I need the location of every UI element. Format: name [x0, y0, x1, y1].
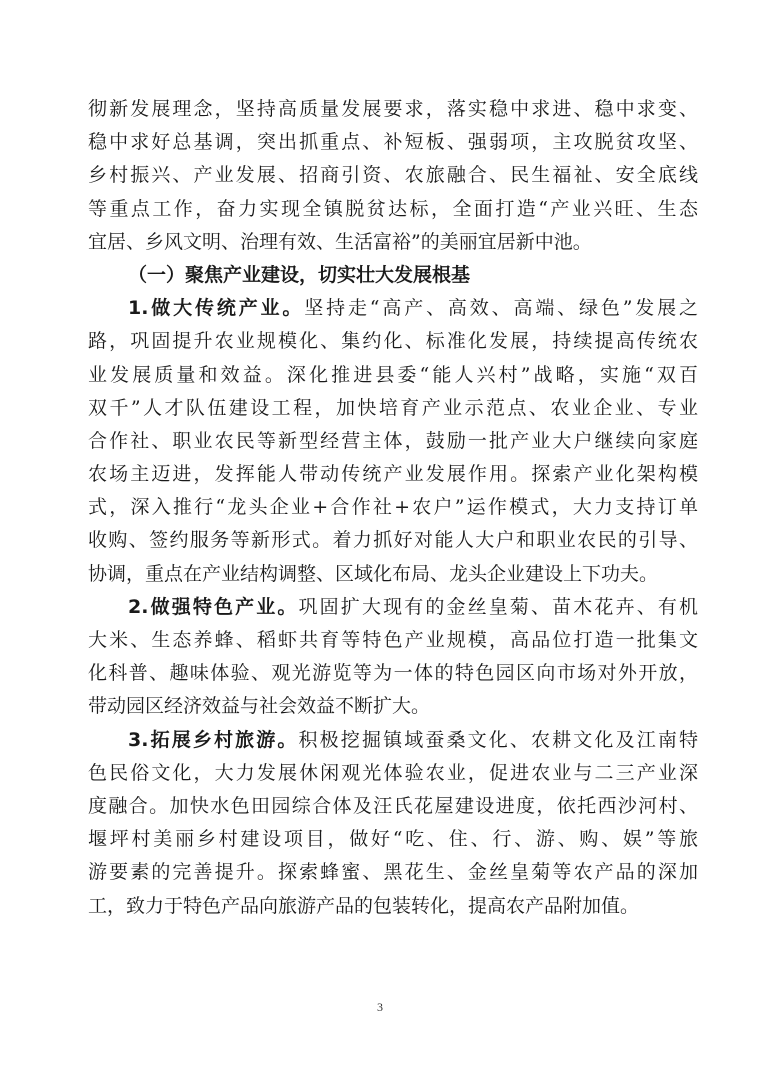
paragraph-line: 乡村振兴、产业发展、招商引资、农旅融合、民生福祉、安全底线	[88, 164, 698, 187]
paragraph-line: 工，致力于特色产品向旅游产品的包装转化，提高农产品附加值。	[88, 894, 640, 917]
paragraph-line: 路，巩固提升农业规模化、集约化、标准化发展，持续提高传统农	[88, 330, 698, 353]
paragraph-line: 宜居、乡风文明、治理有效、生活富裕”的美丽宜居新中池。	[88, 230, 592, 253]
item-1-first-line	[88, 292, 698, 325]
item-3-first-line	[88, 724, 698, 757]
item-3-first-text: 积极挖掘镇域蚕桑文化、农耕文化及江南特	[298, 728, 698, 751]
paragraph-line: 收购、签约服务等新形式。着力抓好对能人大户和职业农民的引导、	[88, 529, 698, 552]
paragraph-line: 大米、生态养蜂、稻虾共育等特色产业规模，高品位打造一批集文	[88, 629, 698, 651]
paragraph-line: 农场主迈进，发挥能人带动传统产业发展作用。探索产业化架构模	[88, 463, 698, 486]
item-1-lead: 1.做大传统产业。	[128, 297, 305, 320]
paragraph-line: 协调，重点在产业结构调整、区域化布局、龙头企业建设上下功夫。	[88, 562, 659, 585]
paragraph-line: 游要素的完善提升。探索蜂蜜、黑花生、金丝皇菊等农产品的深加	[88, 861, 698, 884]
paragraph-line: 业发展质量和效益。深化推进县委“能人兴村”战略，实施“双百	[88, 363, 698, 386]
section-heading: （一）聚焦产业建设，切实壮大发展根基	[128, 263, 471, 286]
paragraph-line: 合作社、职业农民等新型经营主体，鼓励一批产业大户继续向家庭	[88, 429, 698, 452]
paragraph-line: 化科普、趣味体验、观光游览等为一体的特色园区向市场对外开放，	[88, 662, 698, 685]
paragraph-line: 彻新发展理念，坚持高质量发展要求，落实稳中求进、稳中求变、	[88, 98, 698, 120]
paragraph-line: 带动园区经济效益与社会效益不断扩大。	[88, 695, 431, 718]
paragraph-line: 等重点工作，奋力实现全镇脱贫达标，全面打造“产业兴旺、生态	[88, 197, 698, 220]
paragraph-line: 式，深入推行“龙头企业+合作社+农户”运作模式，大力支持订单	[88, 496, 698, 519]
paragraph-line: 双千”人才队伍建设工程，加快培育产业示范点、农业企业、专业	[88, 396, 698, 419]
item-3-lead: 3.拓展乡村旅游。	[128, 728, 299, 751]
item-1-first-text: 坚持走“高产、高效、高端、绿色”发展之	[304, 297, 698, 320]
item-2-lead: 2.做强特色产业。	[128, 595, 299, 618]
paragraph-line: 稳中求好总基调，突出抓重点、补短板、强弱项，主攻脱贫攻坚、	[88, 131, 698, 154]
paragraph-line: 堰坪村美丽乡村建设项目，做好“吃、住、行、游、购、娱”等旅	[88, 828, 698, 851]
page-number: 3	[377, 1000, 383, 1014]
item-2-first-line	[88, 591, 698, 624]
paragraph-line: 度融合。加快水色田园综合体及汪氏花屋建设进度，依托西沙河村、	[88, 794, 698, 817]
item-2-first-text: 巩固扩大现有的金丝皇菊、苗木花卉、有机	[298, 595, 698, 618]
body-text	[88, 93, 698, 923]
paragraph-line: 色民俗文化，大力发展休闲观光体验农业，促进农业与二三产业深	[88, 761, 698, 784]
